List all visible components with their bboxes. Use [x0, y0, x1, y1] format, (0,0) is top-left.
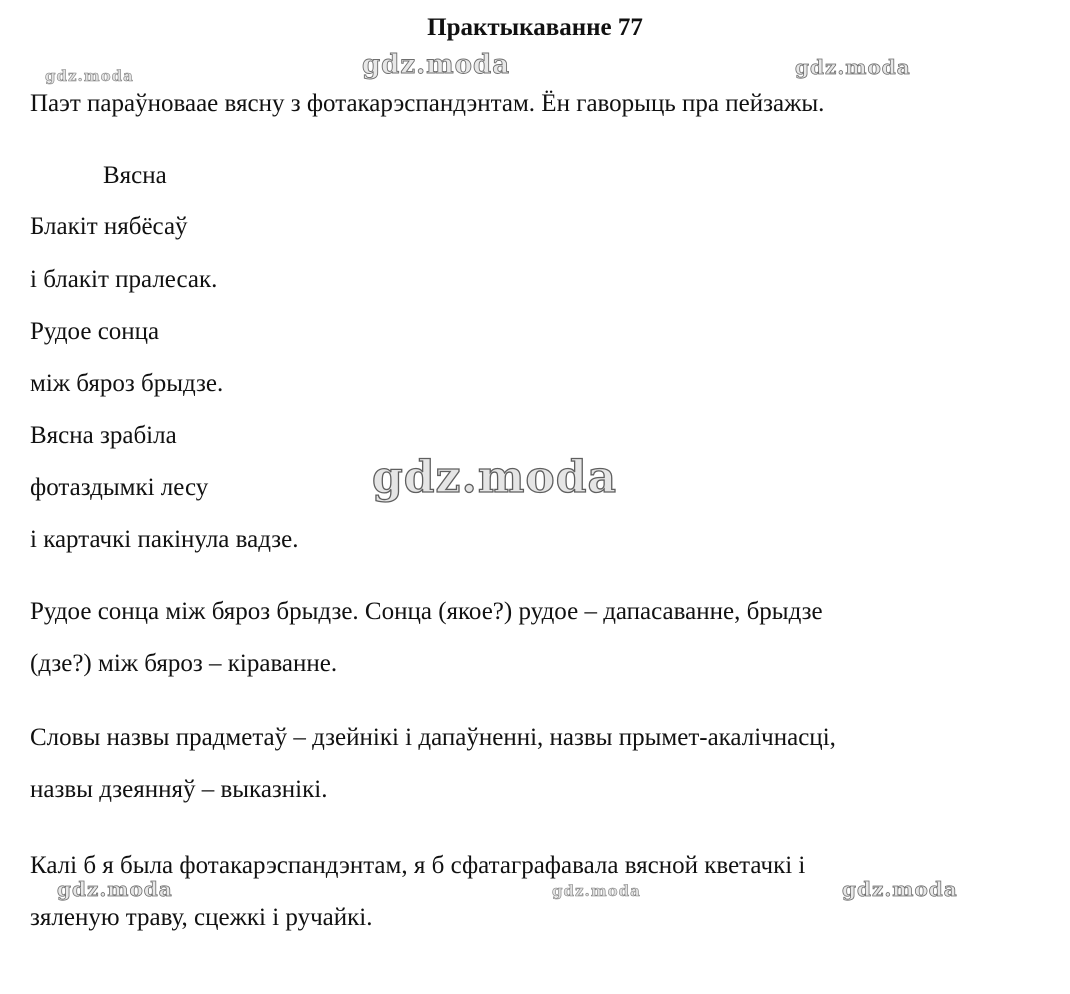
analysis-line: Рудое сонца між бяроз брыдзе. Сонца (якое?) рудое – дапасаванне, брыдзе: [30, 598, 823, 625]
poem-line: між бяроз брыдзе.: [30, 370, 224, 397]
poem-line: Вясна зрабіла: [30, 422, 177, 449]
conclusion-line: зяленую траву, сцежкі і ручайкі.: [30, 904, 373, 931]
words-line: Словы назвы прадметаў – дзейнікі і дапаўненні, назвы прымет-акалічнасці,: [30, 724, 836, 751]
watermark: gdz.moda: [372, 452, 618, 503]
watermark: gdz.moda: [362, 50, 511, 80]
watermark: gdz.moda: [552, 882, 641, 900]
analysis-line: (дзе?) між бяроз – кіраванне.: [30, 650, 338, 677]
poem-line: Рудое сонца: [30, 318, 160, 345]
poem-heading: Вясна: [103, 162, 167, 189]
watermark: gdz.moda: [795, 55, 911, 79]
poem-line: і блакіт пралесак.: [30, 266, 218, 293]
watermark: gdz.moda: [842, 877, 958, 901]
watermark: gdz.moda: [57, 877, 173, 901]
watermark: gdz.moda: [45, 67, 134, 85]
poem-line: Блакіт нябёсаў: [30, 213, 188, 240]
poem-line: фотаздымкі лесу: [30, 474, 209, 501]
exercise-title: Практыкаванне 77: [427, 14, 643, 41]
intro-text: Паэт параўноваае вясну з фотакарэспандэнтам. Ён гаворыць пра пейзажы.: [30, 90, 825, 117]
conclusion-line: Калі б я была фотакарэспандэнтам, я б сфатаграфавала вясной кветачкі і: [30, 852, 806, 879]
words-line: назвы дзеянняў – выказнікі.: [30, 776, 328, 803]
poem-line: і картачкі пакінула вадзе.: [30, 526, 299, 553]
